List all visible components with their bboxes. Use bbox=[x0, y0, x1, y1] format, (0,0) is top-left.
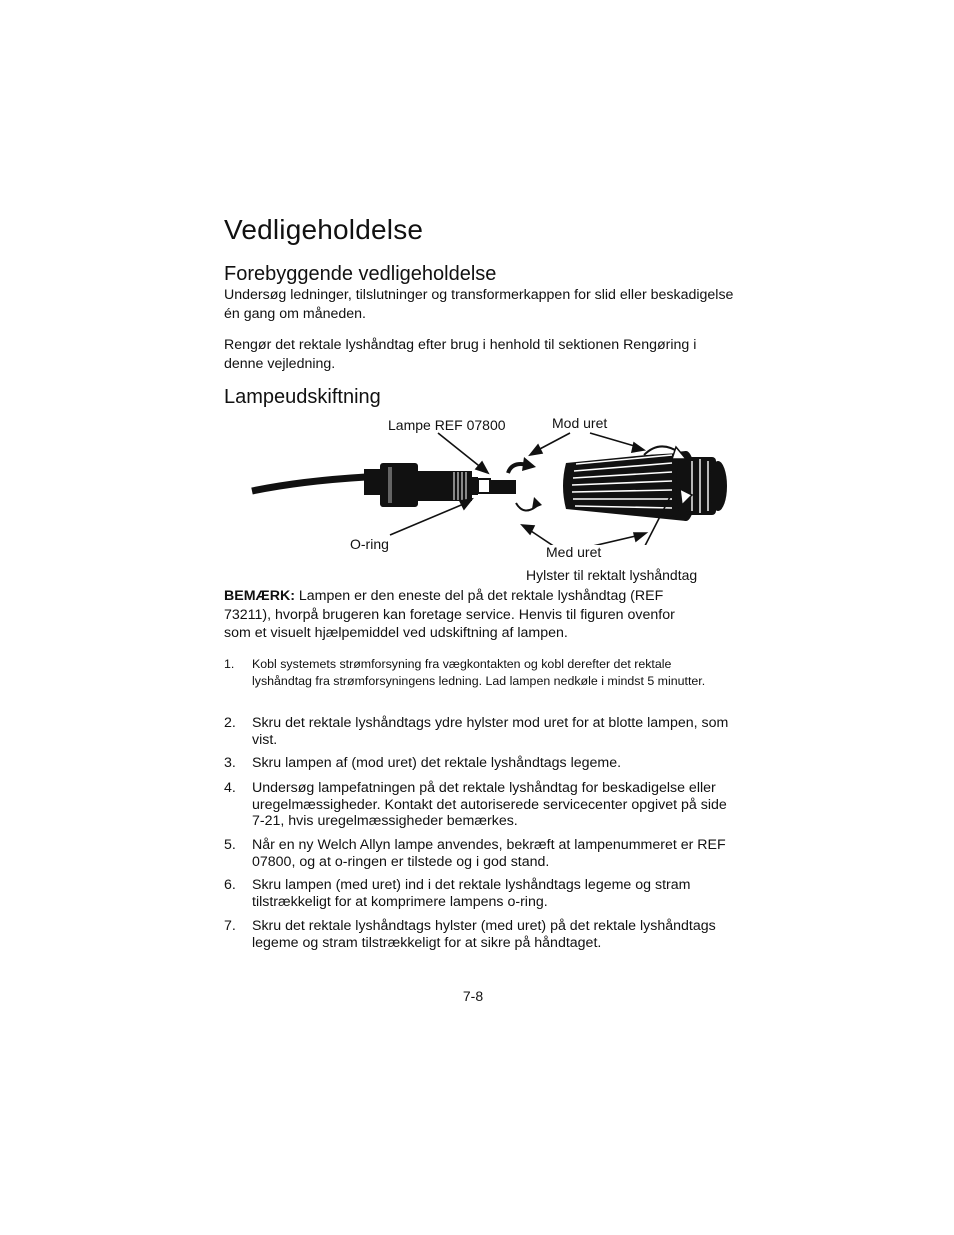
note-label: BEMÆRK: bbox=[224, 588, 295, 604]
oring-label: O-ring bbox=[350, 536, 389, 552]
ccw-leader-2 bbox=[590, 433, 638, 447]
oring-leader bbox=[390, 503, 466, 535]
cable bbox=[252, 477, 366, 491]
lamp-ref-label: Lampe REF 07800 bbox=[388, 417, 506, 433]
section-heading-preventive: Forebyggende vedligeholdelse bbox=[224, 263, 497, 285]
lamp-bulb bbox=[478, 479, 490, 493]
sleeve bbox=[563, 451, 686, 521]
sleeve-label: Hylster til rektalt lyshåndtag bbox=[526, 567, 698, 583]
lamp-leader bbox=[438, 433, 483, 469]
paragraph-clean: Rengør det rektale lyshåndtag efter brug i henhold til sektionen Rengøring i denne vejledning. bbox=[224, 337, 697, 372]
note-text: Lampen er den eneste del på det rektale lyshåndtag (REF 73211), hvorpå brugeren kan foretage service. Henvis til figuren ovenfor som et visuelt hjælpemiddel ved udskiftning af lampen. bbox=[224, 588, 675, 641]
note-paragraph bbox=[224, 587, 704, 643]
handle-body bbox=[364, 469, 382, 495]
cw-label: Med uret bbox=[546, 544, 602, 560]
paragraph-inspect: Undersøg ledninger, tilslutninger og transformerkappen for slid eller beskadigelse én gang om måneden. bbox=[224, 287, 734, 322]
section-heading-lamp-replacement: Lampeudskiftning bbox=[224, 386, 381, 408]
ccw-label: Mod uret bbox=[552, 415, 608, 431]
cw-leader bbox=[528, 529, 558, 545]
ccw-leader bbox=[536, 433, 570, 451]
page-number: 7-8 bbox=[462, 988, 484, 1004]
lamp-replacement-figure bbox=[240, 425, 740, 545]
page-title: Vedligeholdelse bbox=[224, 214, 424, 245]
